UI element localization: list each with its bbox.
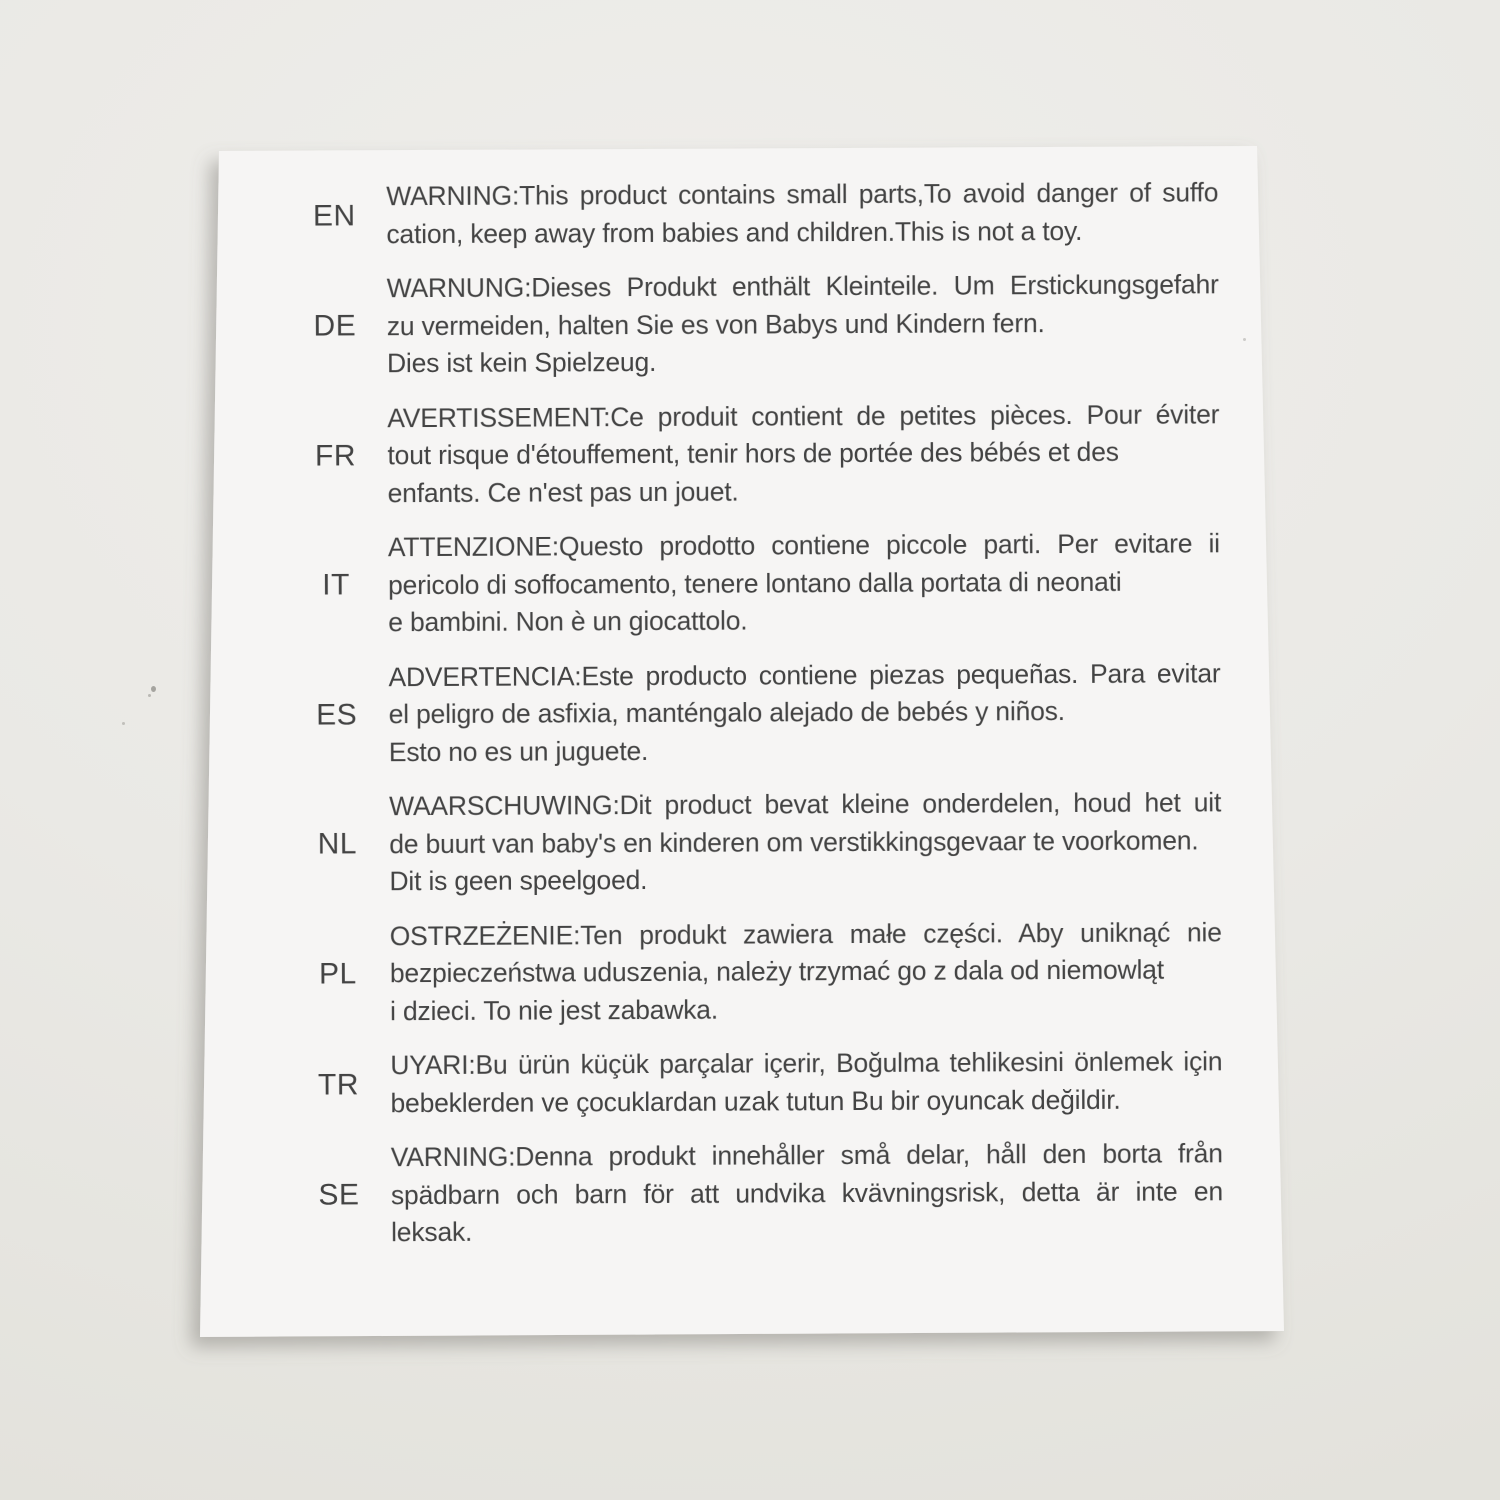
warning-section [220,396,1261,513]
warning-line: zu vermeiden, halten Sie es von Babys und Kindern fern. [386,307,1045,341]
warning-section [223,1043,1263,1123]
warning-line: Esto no es un juguete. [388,735,649,767]
warning-section [221,525,1262,642]
warning-line: bezpieczeństwa uduszenia, należy trzymać go z dala od niemowląt [389,954,1164,989]
warning-section [224,1135,1265,1252]
warning-text [387,396,1220,512]
warning-line: e bambini. Non è un giocattolo. [388,605,748,638]
warning-line: VARNING:Denna produkt innehåller små delar, håll den borta från [390,1138,1223,1173]
warning-text [391,1135,1224,1251]
warning-line: de buurt van baby's en kinderen om verstikkingsgevaar te voorkomen. [389,824,1199,859]
dust-speck [1243,338,1246,341]
language-code: PL [318,957,357,991]
warning-text [388,655,1221,771]
warning-line: AVERTISSEMENT:Ce produit contient de petites pièces. Pour éviter [387,398,1220,433]
warning-line: i dzieci. To nie jest zabawka. [390,994,719,1026]
warning-line: WARNING:This product contains small parts,To avoid danger of suffo [386,177,1219,212]
dust-speck [122,722,125,725]
warning-line: OSTRZEŻENIE:Ten produkt zawiera małe części. Aby uniknąć nie [389,916,1222,951]
warning-line: ADVERTENCIA:Este producto contiene piezas pequeñas. Para evitar [388,657,1221,692]
label-content [219,141,1264,1269]
dust-speck [151,686,156,692]
warning-line: bebeklerden ve çocuklardan uzak tutun Bu bir oyuncak değildir. [390,1084,1121,1118]
warning-text [387,266,1220,382]
warning-text [388,525,1221,641]
warning-line: ATTENZIONE:Questo prodotto contiene piccole parti. Per evitare ii [387,528,1220,563]
warning-line: pericolo di soffocamento, tenere lontano dalla portata di neonati [387,566,1122,600]
warning-line: UYARI:Bu ürün küçük parçalar içerir, Boğulma tehlikesini önlemek için [390,1046,1223,1081]
warning-section [221,655,1262,772]
warning-text [390,1043,1222,1122]
warning-text [390,914,1223,1030]
warning-section [219,174,1259,254]
language-code: DE [313,309,357,343]
warning-section [220,266,1261,383]
warning-line: tout risque d'étouffement, tenir hors de portée des bébés et des [387,436,1119,471]
language-code: IT [322,568,350,602]
warning-line: enfants. Ce n'est pas un jouet. [387,476,739,508]
language-code: EN [312,198,356,233]
warning-section [223,914,1264,1031]
warning-line: leksak. [391,1216,473,1248]
language-code: TR [317,1067,360,1102]
warning-line: spädbarn och barn för att undvika kvävningsrisk, detta är inte en [390,1175,1224,1210]
language-code: NL [317,827,358,861]
warning-line: WAARSCHUWING:Dit product bevat kleine onderdelen, houd het uit [389,787,1222,822]
language-code: FR [314,439,357,473]
warning-sections [219,174,1264,1252]
warning-line: Dit is geen speelgoed. [389,864,648,897]
warning-line: el peligro de asfixia, manténgalo alejado de bebés y niños. [388,696,1065,730]
warning-line: cation, keep away from babies and children.This is not a toy. [386,215,1083,249]
warning-text [389,784,1222,900]
warning-text [386,174,1218,253]
language-code: ES [316,698,358,732]
warning-line: Dies ist kein Spielzeug. [386,346,657,379]
language-code: SE [318,1178,360,1212]
warning-line: WARNUNG:Dieses Produkt enthält Kleinteile. Um Erstickungsgefahr [386,269,1219,304]
warning-section [222,784,1263,901]
